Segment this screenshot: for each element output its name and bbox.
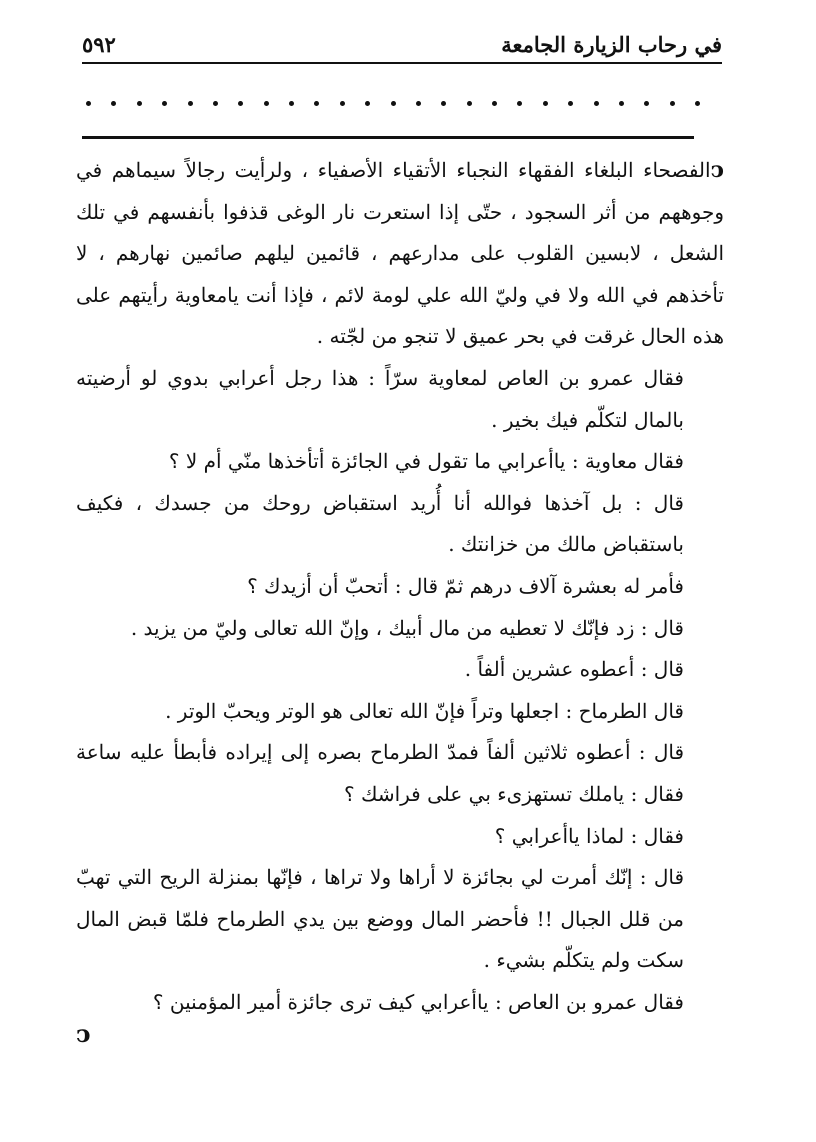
paragraph: فقال عمرو بن العاص لمعاوية سرّاً : هذا رجل أعرابي بدوي لو أرضيته بالمال لتكلّم فيك بخير . bbox=[76, 365, 684, 432]
dot bbox=[568, 101, 573, 106]
dot bbox=[391, 101, 396, 106]
page-body bbox=[76, 150, 724, 1023]
paragraph: ↄالفصحاء البلغاء الفقهاء النجباء الأتقياء الأصفياء ، ولرأيت رجالاً سيماهم في وجوههم من أثر السجود ، حتّى إذا استعرت نار الوغى قذفوا بأنفسهم في تلك الشعل ، لابسين القلوب على مدارعهم ، قائمين ليلهم صائمين نهارهم ، لا تأخذهم في الله ولا في وليّ الله علي لومة لائم ، فإذا أنت يامعاوية رأيتهم على هذه الحال غرقت في بحر عميق لا تنجو من لجّته . bbox=[76, 157, 724, 349]
dot bbox=[162, 101, 167, 106]
dot bbox=[213, 101, 218, 106]
dot bbox=[517, 101, 522, 106]
header-rule bbox=[82, 62, 722, 64]
dot bbox=[111, 101, 116, 106]
quote-close-icon: ↄ bbox=[76, 1019, 91, 1048]
dot bbox=[289, 101, 294, 106]
dot bbox=[695, 101, 700, 106]
paragraph: قال : أعطوه ثلاثين ألفاً فمدّ الطرماح بصره إلى إيراده فأبطأ عليه ساعة فقال : ياملك تستهزىء بي على فراشك ؟ bbox=[76, 740, 684, 806]
dot bbox=[441, 101, 446, 106]
dot bbox=[619, 101, 624, 106]
dot bbox=[492, 101, 497, 106]
paragraph: قال الطرماح : اجعلها وتراً فإنّ الله تعالى هو الوتر ويحبّ الوتر . bbox=[165, 698, 684, 723]
paragraph: فقال عمرو بن العاص : ياأعرابي كيف ترى جائزة أمير المؤمنين ؟ bbox=[152, 989, 684, 1014]
dot bbox=[670, 101, 675, 106]
page-header bbox=[82, 26, 722, 62]
dot bbox=[86, 101, 91, 106]
dot bbox=[188, 101, 193, 106]
ellipsis-dots bbox=[86, 88, 700, 118]
paragraph: قال : بل آخذها فوالله أنا أُريد استقباض روحك من جسدك ، فكيف باستقباض مالك من خزانتك . bbox=[76, 490, 684, 557]
paragraph: فقال معاوية : ياأعرابي ما تقول في الجائزة أتأخذها منّي أم لا ؟ bbox=[168, 449, 684, 474]
dot bbox=[365, 101, 370, 106]
dot bbox=[416, 101, 421, 106]
paragraph: قال : إنّك أمرت لي بجائزة لا أراها ولا تراها ، فإنّها بمنزلة الريح التي تهبّ من قلل الجبال !! فأحضر المال ووضع بين يدي الطرماح فلمّا قبض المال سكت ولم يتكلّم بشيء . bbox=[76, 865, 684, 973]
paragraph: قال : أعطوه عشرين ألفاً . bbox=[464, 657, 684, 682]
dot bbox=[644, 101, 649, 106]
dot bbox=[340, 101, 345, 106]
dot bbox=[543, 101, 548, 106]
dot bbox=[594, 101, 599, 106]
quote-open-icon: ↄ bbox=[710, 157, 724, 183]
paragraph: فقال : لماذا ياأعرابي ؟ bbox=[494, 823, 684, 848]
dot bbox=[314, 101, 319, 106]
dot bbox=[264, 101, 269, 106]
dot bbox=[137, 101, 142, 106]
paragraph: قال : زد فإنّك لا تعطيه من مال أبيك ، وإنّ الله تعالى وليّ من يزيد . bbox=[130, 615, 684, 640]
page-number: ٥٩٢ bbox=[82, 32, 116, 57]
paragraph: فأمر له بعشرة آلاف درهم ثمّ قال : أتحبّ أن أزيدك ؟ bbox=[247, 573, 684, 598]
separator-rule bbox=[82, 136, 694, 139]
dot bbox=[467, 101, 472, 106]
dot bbox=[238, 101, 243, 106]
running-title: في رحاب الزيارة الجامعة bbox=[501, 32, 722, 57]
